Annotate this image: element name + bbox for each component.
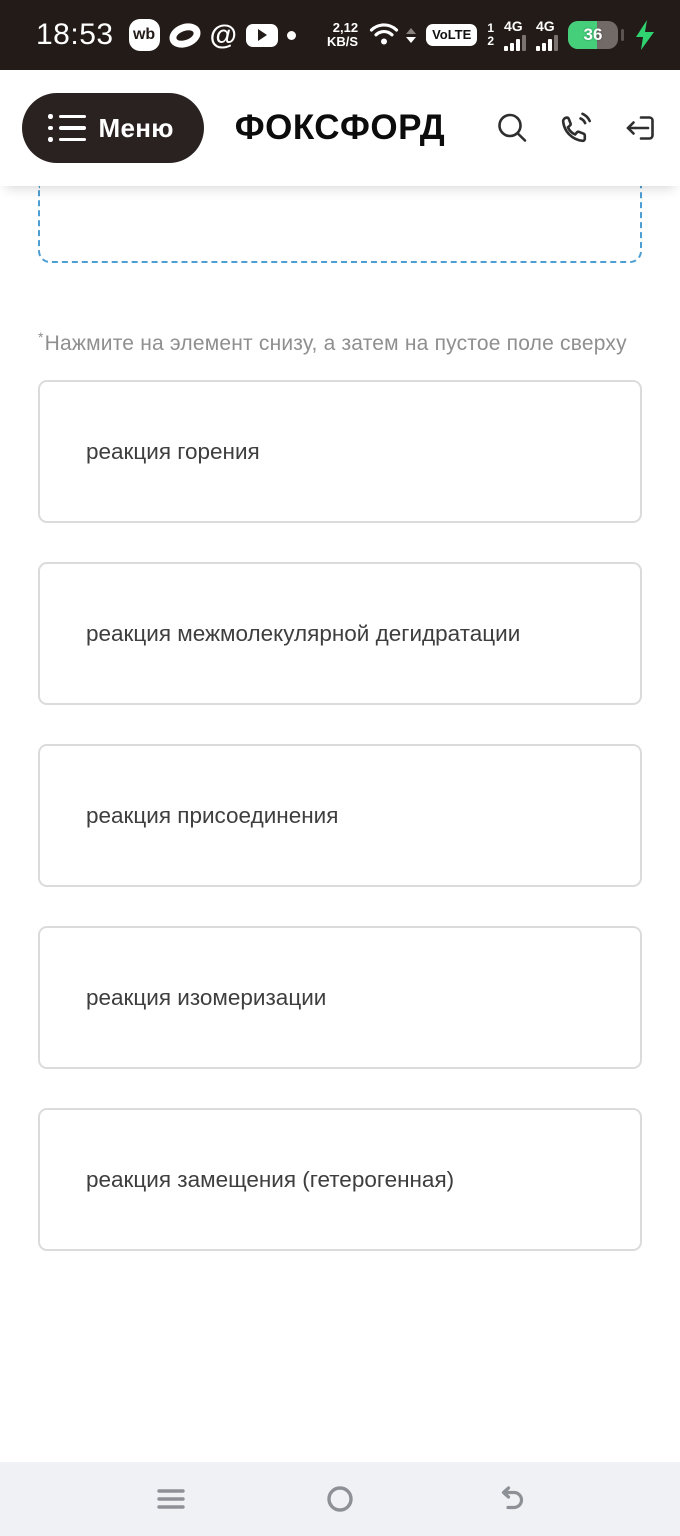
signal-bars-icon <box>536 35 558 51</box>
header-actions <box>494 109 658 147</box>
sim2-label: 2 <box>487 34 494 48</box>
battery-percent: 36 <box>583 25 603 44</box>
phone-icon <box>556 109 594 147</box>
recents-icon <box>156 1484 186 1514</box>
menu-button-label: Меню <box>98 112 174 143</box>
youtube-notification-icon <box>246 24 278 47</box>
login-icon <box>620 109 658 147</box>
wildberries-notification-icon <box>129 19 160 51</box>
network-type-1: 4G <box>504 18 523 34</box>
signal-bars-icon <box>504 35 526 51</box>
answer-option-label: реакция горения <box>86 438 260 464</box>
answer-dropzone[interactable] <box>38 186 642 263</box>
task-area <box>0 186 680 1462</box>
answer-option-label: реакция замещения (гетерогенная) <box>86 1166 455 1192</box>
home-button[interactable] <box>325 1484 355 1514</box>
network-speed <box>327 21 358 50</box>
answer-options-list <box>38 380 642 1251</box>
network-speed-value: 2,12 <box>332 19 359 35</box>
signal-sim2 <box>536 19 558 51</box>
home-icon <box>325 1484 355 1514</box>
call-button[interactable] <box>556 109 594 147</box>
foxford-logo: ФОКСФОРД <box>234 108 446 147</box>
instruction-text: Нажмите на элемент снизу, а затем на пустое поле сверху <box>44 332 627 355</box>
app-header <box>0 70 680 186</box>
mail-notification-icon: @ <box>209 19 237 50</box>
back-button[interactable] <box>494 1484 524 1514</box>
answer-option-label: реакция присоединения <box>86 802 339 828</box>
battery-nub <box>621 29 624 41</box>
status-bar <box>0 0 680 70</box>
play-glyph <box>258 29 267 41</box>
search-icon <box>494 110 530 146</box>
search-button[interactable] <box>494 110 530 146</box>
network-speed-unit: KB/S <box>327 34 359 49</box>
network-type-2: 4G <box>536 18 555 34</box>
instruction-marker: * <box>38 329 44 345</box>
clock: 18:53 <box>36 18 114 51</box>
sim1-label: 1 <box>487 21 494 36</box>
answer-option-label: реакция межмолекулярной дегидратации <box>86 620 521 646</box>
answer-option-label: реакция изомеризации <box>86 984 327 1010</box>
wb-label: wb <box>132 26 156 43</box>
back-icon <box>494 1484 524 1514</box>
status-bar-left <box>36 18 296 52</box>
notification-dot-icon <box>287 31 296 40</box>
signal-sim1 <box>504 19 526 51</box>
volte-badge: VoLTE <box>426 24 477 47</box>
wifi-icon <box>368 19 400 52</box>
charging-bolt-icon <box>634 20 656 50</box>
android-nav-bar <box>0 1462 680 1536</box>
answer-option-2[interactable] <box>38 562 642 705</box>
recents-button[interactable] <box>156 1484 186 1514</box>
answer-option-3[interactable] <box>38 744 642 887</box>
status-bar-right <box>327 19 656 52</box>
data-activity-icon <box>406 28 416 43</box>
task-instruction <box>38 329 642 356</box>
ozon-notification-icon <box>166 19 204 52</box>
answer-option-1[interactable] <box>38 380 642 523</box>
answer-option-5[interactable] <box>38 1108 642 1251</box>
menu-button[interactable] <box>22 93 204 163</box>
sim-index-stack <box>487 22 494 47</box>
battery-indicator <box>568 21 618 49</box>
login-button[interactable] <box>620 109 658 147</box>
list-menu-icon <box>48 114 86 142</box>
answer-option-4[interactable] <box>38 926 642 1069</box>
